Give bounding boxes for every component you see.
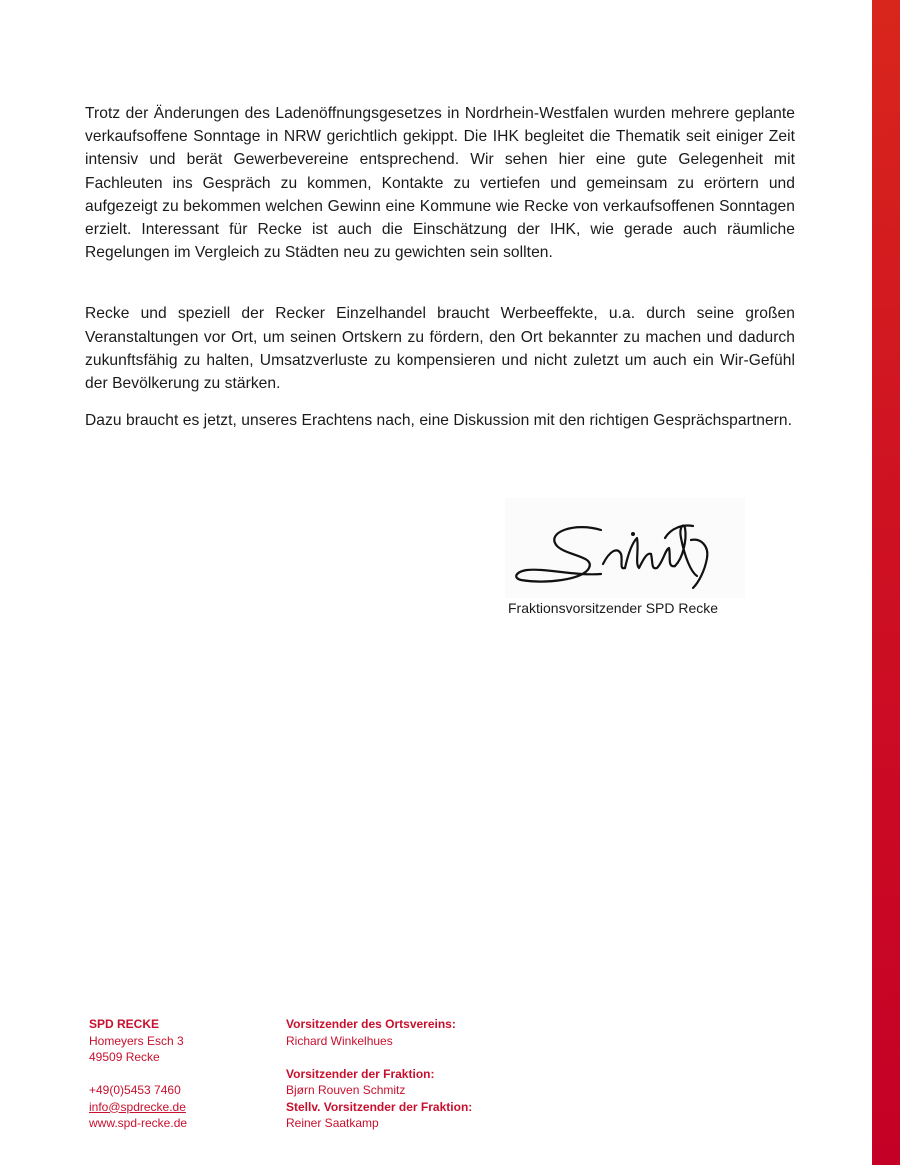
footer-contact <box>89 1016 187 1132</box>
city-address: 49509 Recke <box>89 1050 160 1064</box>
phone-number: +49(0)5453 7460 <box>89 1083 181 1097</box>
stellv-name: Reiner Saatkamp <box>286 1116 379 1130</box>
handwritten-signature <box>505 498 745 598</box>
signature-image <box>505 498 745 598</box>
paragraph-1: Trotz der Änderungen des Ladenöffnungsgesetzes in Nordrhein-Westfalen wurden mehrere geplante verkaufsoffene Sonntage in NRW gerichtlich gekippt. Die IHK begleitet die Thematik seit einiger Zeit intensiv und berät Gewerbevereine entsprechend. Wir sehen hier eine gute Gelegenheit mit Fachleuten ins Gespräch zu kommen, Kontakte zu vertiefen und gemeinsam zu erörtern und aufgezeigt zu bekommen welchen Gewinn eine Kommune wie Recke von verkaufsoffenen Sonntagen erzielt. Interessant für Recke ist auch die Einschätzung der IHK, wie gerade auch räumliche Regelungen im Vergleich zu Städten neu zu gewichten sein sollten. <box>85 105 795 262</box>
stellv-label: Stellv. Vorsitzender der Fraktion: <box>286 1099 473 1114</box>
letter-body <box>85 102 795 432</box>
website-link[interactable]: www.spd-recke.de <box>89 1116 188 1130</box>
signature-title: Fraktionsvorsitzender SPD Recke <box>508 600 719 616</box>
paragraph-3: Dazu braucht es jetzt, unseres Erachtens nach, eine Diskussion mit den richtigen Gesprächspartnern. <box>85 412 793 430</box>
red-side-bar <box>872 0 900 1165</box>
footer-board <box>286 1016 472 1132</box>
ortsverein-name: Richard Winkelhues <box>286 1033 393 1048</box>
fraktion-name: Bjørn Rouven Schmitz <box>286 1083 406 1097</box>
org-name: SPD RECKE <box>89 1017 160 1031</box>
fraktion-label: Vorsitzender der Fraktion: <box>286 1066 435 1081</box>
street-address: Homeyers Esch 3 <box>89 1033 184 1048</box>
paragraph-2: Recke und speziell der Recker Einzelhandel braucht Werbeeffekte, u.a. durch seine großen Veranstaltungen vor Ort, um seinen Ortskern zu fördern, den Ort bekannter zu machen und dadurch zukunftsfähig zu halten, Umsatzverluste zu kompensieren und nicht zuletzt um auch ein Wir-Gefühl der Bevölkerung zu stärken. <box>85 305 795 393</box>
ortsverein-label: Vorsitzender des Ortsvereins: <box>286 1017 456 1031</box>
email-link[interactable]: info@spdrecke.de <box>89 1099 186 1114</box>
signature-dot <box>631 532 635 536</box>
